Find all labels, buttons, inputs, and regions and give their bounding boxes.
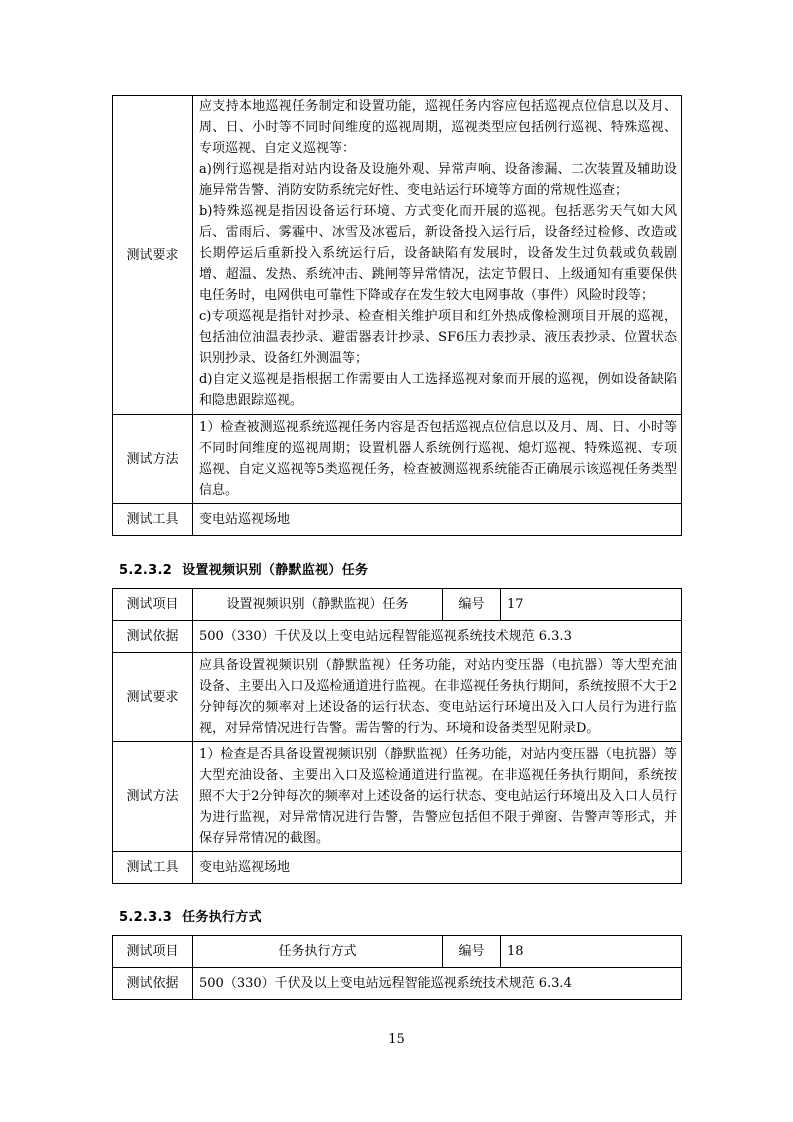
requirement-paragraph: a)例行巡视是指对站内设备及设施外观、异常声响、设备渗漏、二次装置及辅助设施异常告警、消防安防系统完好性、变电站运行环境等方面的常规性巡查；	[199, 162, 677, 198]
number-value: 18	[501, 936, 682, 968]
requirement-row	[113, 96, 682, 415]
item-value: 任务执行方式	[193, 936, 443, 968]
tool-label: 测试工具	[113, 504, 193, 536]
tool-label: 测试工具	[113, 852, 193, 884]
requirement-text	[193, 96, 682, 415]
number-label: 编号	[443, 589, 501, 621]
number-label: 编号	[443, 936, 501, 968]
basis-row	[113, 968, 682, 1000]
test-table-16-continued	[112, 95, 682, 536]
item-label: 测试项目	[113, 589, 193, 621]
number-value: 17	[501, 589, 682, 621]
method-row	[113, 742, 682, 852]
item-row	[113, 936, 682, 968]
item-row	[113, 589, 682, 621]
test-table-18	[112, 935, 682, 1000]
tool-text: 变电站巡视场地	[193, 504, 682, 536]
basis-label: 测试依据	[113, 621, 193, 653]
requirement-label: 测试要求	[113, 653, 193, 742]
item-value: 设置视频识别（静默监视）任务	[193, 589, 443, 621]
requirement-paragraph: d)自定义巡视是指根据工作需要由人工选择巡视对象而开展的巡视，例如设备缺陷和隐患跟踪巡视。	[199, 372, 677, 408]
requirement-label: 测试要求	[113, 96, 193, 415]
section-heading	[119, 906, 262, 925]
requirement-paragraph: 应支持本地巡视任务制定和设置功能，巡视任务内容应包括巡视点位信息以及月、周、日、小时等不同时间维度的巡视周期，巡视类型应包括例行巡视、特殊巡视、专项巡视、自定义巡视等：	[199, 99, 677, 156]
method-label: 测试方法	[113, 742, 193, 852]
requirement-paragraph: b)特殊巡视是指因设备运行环境、方式变化而开展的巡视。包括恶劣天气如大风后、雷雨后、雾霾中、冰雪及冰雹后，新设备投入运行后，设备经过检修、改造或长期停运后重新投入系统运行后，设备缺陷有发展时，设备发生过负载或负载剧增、超温、发热、系统冲击、跳闸等异常情况，法定节假日、上级通知有重要保供电任务时，电网供电可靠性下降或存在发生较大电网事故（事件）风险时段等；	[199, 204, 677, 303]
test-table-17	[112, 588, 682, 884]
basis-label: 测试依据	[113, 968, 193, 1000]
item-label: 测试项目	[113, 936, 193, 968]
section-title: 设置视频识别（静默监视）任务	[182, 563, 369, 578]
requirement-paragraph: c)专项巡视是指针对抄录、检查相关维护项目和红外热成像检测项目开展的巡视，包括油位油温表抄录、避雷器表计抄录、SF6压力表抄录、液压表抄录、位置状态识别抄录、设备红外测温等；	[199, 309, 677, 366]
basis-value: 500（330）千伏及以上变电站远程智能巡视系统技术规范 6.3.4	[193, 968, 682, 1000]
tool-text: 变电站巡视场地	[193, 852, 682, 884]
page-number: 15	[388, 1032, 405, 1047]
section-heading	[119, 559, 368, 578]
basis-row	[113, 621, 682, 653]
method-text: 1）检查被测巡视系统巡视任务内容是否包括巡视点位信息以及月、周、日、小时等不同时间维度的巡视周期；设置机器人系统例行巡视、熄灯巡视、特殊巡视、专项巡视、自定义巡视等5类巡视任务，检查被测巡视系统能否正确展示该巡视任务类型信息。	[193, 415, 682, 504]
method-label: 测试方法	[113, 415, 193, 504]
tool-row	[113, 504, 682, 536]
basis-value: 500（330）千伏及以上变电站远程智能巡视系统技术规范 6.3.3	[193, 621, 682, 653]
method-row	[113, 415, 682, 504]
requirement-row	[113, 653, 682, 742]
requirement-text: 应具备设置视频识别（静默监视）任务功能，对站内变压器（电抗器）等大型充油设备、主要出入口及巡检通道进行监视。在非巡视任务执行期间，系统按照不大于2分钟每次的频率对上述设备的运行状态、变电站运行环境出及入口人员行为进行监视，对异常情况进行告警。需告警的行为、环境和设备类型见附录D。	[193, 653, 682, 742]
method-text: 1）检查是否具备设置视频识别（静默监视）任务功能，对站内变压器（电抗器）等大型充油设备、主要出入口及巡检通道进行监视。在非巡视任务执行期间，系统按照不大于2分钟每次的频率对上述设备的运行状态、变电站运行环境出及入口人员行为进行监视，对异常情况进行告警，告警应包括但不限于弹窗、告警声等形式，并保存异常情况的截图。	[193, 742, 682, 852]
section-number: 5.2.3.2	[119, 563, 173, 578]
section-title: 任务执行方式	[182, 910, 262, 925]
section-number: 5.2.3.3	[119, 910, 173, 925]
tool-row	[113, 852, 682, 884]
